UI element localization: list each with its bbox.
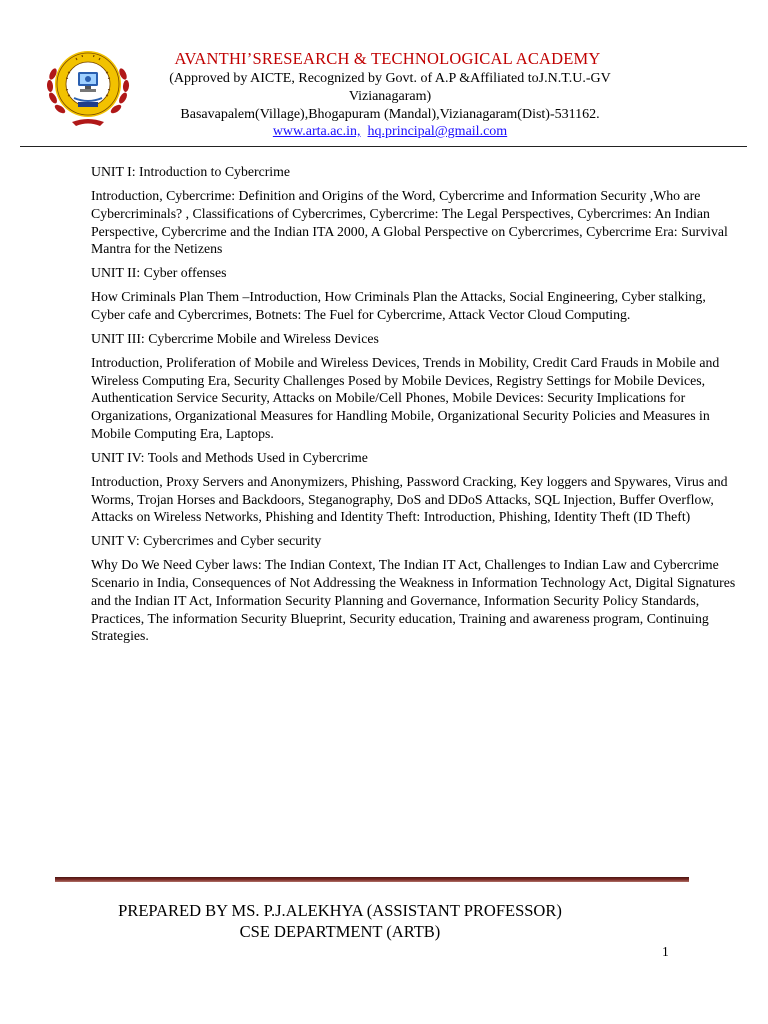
- unit-3: [91, 330, 736, 443]
- footer-divider: [55, 877, 689, 882]
- unit-4: [91, 449, 736, 526]
- unit-5: [91, 532, 736, 645]
- department: CSE DEPARTMENT (ARTB): [239, 922, 441, 941]
- unit-title: UNIT I: Introduction to Cybercrime: [91, 164, 290, 179]
- unit-body: How Criminals Plan Them –Introduction, How Criminals Plan the Attacks, Social Engineering, Cyber stalking, Cyber cafe and Cybercrimes, Botnets: The Fuel for Cybercrime, Attack Vector Cloud Computing.: [91, 289, 706, 322]
- unit-body: Introduction, Cybercrime: Definition and Origins of the Word, Cybercrime and Information Security ,Who are Cybercriminals? , Classifications of Cybercrimes, Cybercrime: The Legal Perspectives, Cybercrimes: An Indian Perspective, Cybercrime and the Indian ITA 2000, A Global Perspective on Cybercrimes, Cybercrime Era: Survival Mantra for the Netizens: [91, 188, 728, 257]
- page-number: 1: [662, 944, 669, 959]
- unit-title: UNIT II: Cyber offenses: [91, 265, 227, 281]
- unit-1: [91, 163, 736, 258]
- city-line: Vizianagaram): [348, 89, 432, 104]
- unit-body: Introduction, Proxy Servers and Anonymizers, Phishing, Password Cracking, Key loggers and Spywares, Virus and Worms, Trojan Horses and Backdoors, Steganography, DoS and DDoS Attacks, SQL Injection, Buffer Overflow, Attacks on Wireless Networks, Phishing and Identity Theft: Introduction, Phishing, Identity Theft (ID Theft): [91, 473, 728, 525]
- website-link[interactable]: www.arta.ac.in,: [272, 124, 361, 139]
- institution-title: AVANTHI’SRESEARCH & TECHNOLOGICAL ACADEMY: [174, 49, 601, 68]
- unit-title: UNIT III: Cybercrime Mobile and Wireless Devices: [91, 330, 379, 346]
- approval-line: (Approved by AICTE, Recognized by Govt. of A.P &Affiliated toJ.N.T.U.-GV: [169, 71, 611, 86]
- unit-body: Introduction, Proliferation of Mobile and Wireless Devices, Trends in Mobility, Credit Card Frauds in Mobile and Wireless Computing Era, Security Challenges Posed by Mobile Devices, Registry Settings for Mobile Devices, Authentication Service Security, Attacks on Mobile/Cell Phones, Mobile Devices: Security Implications for Organizations, Organizational Measures for Handling Mobile, Organizational Security Policies and Measures in Mobile Computing Era, Laptops.: [91, 354, 720, 441]
- college-logo: [44, 42, 132, 130]
- prepared-by: PREPARED BY MS. P.J.ALEKHYA (ASSISTANT PROFESSOR): [118, 901, 562, 920]
- unit-title: UNIT IV: Tools and Methods Used in Cybercrime: [91, 449, 368, 465]
- unit-body: Why Do We Need Cyber laws: The Indian Context, The Indian IT Act, Challenges to Indian Law and Cybercrime Scenario in India, Consequences of Not Addressing the Weakness in Information Technology Act, Digital Signatures and the Indian IT Act, Information Security Planning and Governance, Information Security Policy Standards, Practices, The information Security Blueprint, Security education, Training and awareness program, Continuing Strategies.: [91, 557, 736, 644]
- contact-line: [130, 123, 650, 140]
- header-divider: [20, 146, 747, 147]
- email-link[interactable]: hq.principal@gmail.com: [367, 124, 508, 139]
- unit-2: [91, 264, 736, 324]
- address-line: Basavapalem(Village),Bhogapuram (Mandal),Vizianagaram(Dist)-531162.: [180, 107, 600, 122]
- syllabus-content: [91, 160, 736, 651]
- unit-title: UNIT V: Cybercrimes and Cyber security: [91, 533, 322, 549]
